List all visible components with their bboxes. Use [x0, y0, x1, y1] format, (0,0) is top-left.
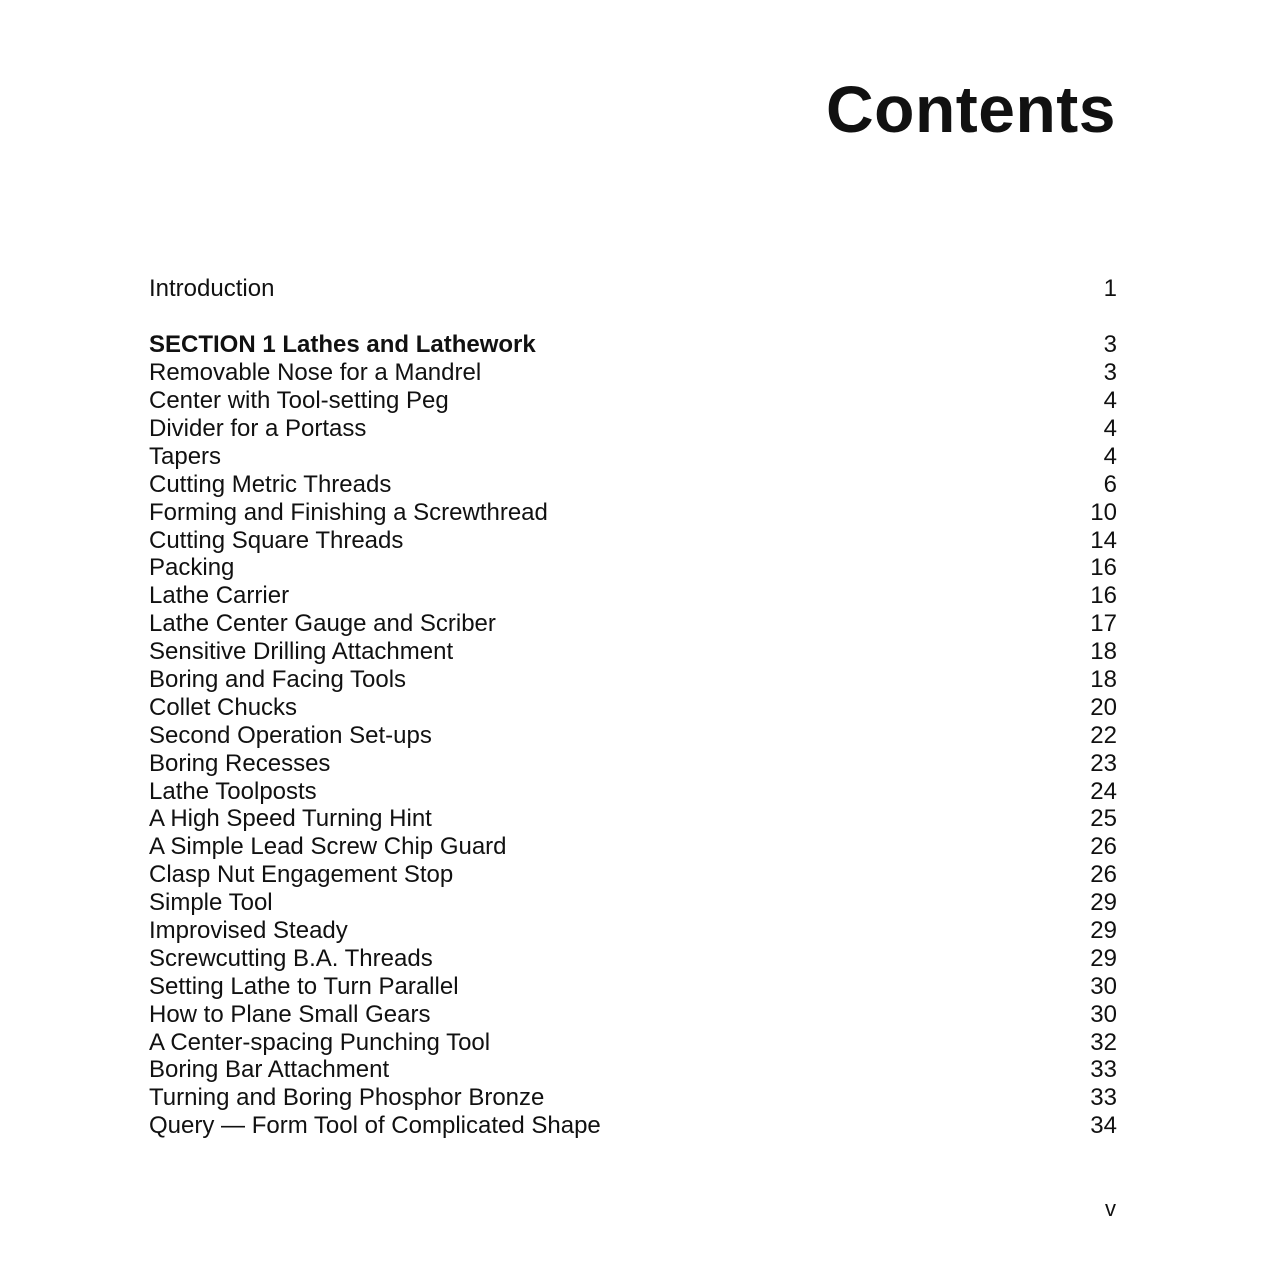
page-title: Contents — [826, 72, 1116, 146]
toc-entry-list — [149, 359, 1117, 1140]
toc-entry-title: Boring Recesses — [149, 749, 331, 777]
toc-entry — [149, 527, 1117, 555]
toc-entry-title: How to Plane Small Gears — [149, 1000, 431, 1028]
toc-entry-page: 29 — [1090, 944, 1117, 972]
toc-entry — [149, 499, 1117, 527]
toc-entry-title: Lathe Toolposts — [149, 777, 317, 805]
toc-entry-title: Cutting Square Threads — [149, 526, 404, 554]
table-of-contents — [149, 275, 1117, 1140]
toc-entry — [149, 722, 1117, 750]
toc-entry-page: 18 — [1090, 638, 1117, 666]
toc-entry — [149, 694, 1117, 722]
toc-entry — [149, 582, 1117, 610]
toc-entry-page: 33 — [1090, 1084, 1117, 1112]
toc-entry-title: Collet Chucks — [149, 693, 298, 721]
toc-entry — [149, 666, 1117, 694]
toc-entry-title: Boring Bar Attachment — [149, 1056, 390, 1084]
toc-entry-page: 4 — [1103, 442, 1117, 470]
toc-entry — [149, 359, 1117, 387]
toc-entry-title: Simple Tool — [149, 889, 273, 917]
page-number: v — [1105, 1196, 1116, 1221]
toc-entry — [149, 1001, 1117, 1029]
toc-entry-title: Introduction — [149, 275, 275, 302]
toc-entry — [149, 1084, 1117, 1112]
toc-entry — [149, 1029, 1117, 1057]
toc-entry — [149, 833, 1117, 861]
toc-entry — [149, 1056, 1117, 1084]
toc-entry-title: Tapers — [149, 442, 222, 470]
toc-section-page: 3 — [1103, 331, 1117, 359]
toc-entry-page: 14 — [1090, 526, 1117, 554]
toc-entry-page: 33 — [1090, 1056, 1117, 1084]
toc-entry-page: 26 — [1090, 833, 1117, 861]
toc-entry — [149, 945, 1117, 973]
toc-entry-page: 3 — [1103, 359, 1117, 387]
toc-entry-title: Forming and Finishing a Screwthread — [149, 498, 548, 526]
toc-entry-page: 4 — [1103, 387, 1117, 415]
toc-entry-title: Lathe Center Gauge and Scriber — [149, 610, 496, 638]
toc-entry-page: 10 — [1090, 498, 1117, 526]
toc-entry — [149, 443, 1117, 471]
toc-entry-title: Cutting Metric Threads — [149, 470, 392, 498]
toc-entry-page: 30 — [1090, 972, 1117, 1000]
toc-entry — [149, 415, 1117, 443]
toc-entry-title: A Simple Lead Screw Chip Guard — [149, 833, 507, 861]
toc-entry-title: Center with Tool-setting Peg — [149, 387, 449, 415]
toc-entry-page: 1 — [1103, 275, 1117, 302]
toc-section-heading — [149, 331, 1117, 359]
toc-entry — [149, 889, 1117, 917]
toc-entry-page: 26 — [1090, 861, 1117, 889]
toc-entry — [149, 750, 1117, 778]
toc-entry-page: 18 — [1090, 665, 1117, 693]
toc-section-title: SECTION 1 Lathes and Lathework — [149, 331, 536, 359]
toc-entry — [149, 917, 1117, 945]
toc-entry-title: Clasp Nut Engagement Stop — [149, 861, 454, 889]
toc-entry — [149, 861, 1117, 889]
toc-entry-page: 6 — [1103, 470, 1117, 498]
toc-entry-page: 29 — [1090, 889, 1117, 917]
toc-entry-title: A High Speed Turning Hint — [149, 805, 432, 833]
toc-entry-page: 32 — [1090, 1028, 1117, 1056]
toc-entry — [149, 805, 1117, 833]
toc-entry — [149, 778, 1117, 806]
toc-entry-title: Sensitive Drilling Attachment — [149, 638, 454, 666]
toc-entry-page: 30 — [1090, 1000, 1117, 1028]
toc-entry-page: 16 — [1090, 554, 1117, 582]
toc-entry — [149, 1112, 1117, 1140]
toc-entry-title: Setting Lathe to Turn Parallel — [149, 972, 459, 1000]
toc-entry-page: 17 — [1090, 610, 1117, 638]
toc-entry-title: Boring and Facing Tools — [149, 665, 407, 693]
toc-entry-page: 23 — [1090, 749, 1117, 777]
toc-entry-title: Improvised Steady — [149, 916, 348, 944]
toc-entry — [149, 610, 1117, 638]
toc-entry-page: 34 — [1090, 1112, 1117, 1140]
toc-entry-title: Screwcutting B.A. Threads — [149, 944, 433, 972]
toc-entry-page: 22 — [1090, 721, 1117, 749]
toc-entry — [149, 387, 1117, 415]
toc-entry-title: Query — Form Tool of Complicated Shape — [149, 1112, 601, 1140]
toc-entry-page: 24 — [1090, 777, 1117, 805]
toc-entry-page: 4 — [1103, 414, 1117, 442]
toc-entry-title: Packing — [149, 554, 235, 582]
toc-entry — [149, 638, 1117, 666]
toc-entry-title: A Center-spacing Punching Tool — [149, 1028, 491, 1056]
toc-entry — [149, 554, 1117, 582]
toc-entry-title: Divider for a Portass — [149, 414, 367, 442]
toc-entry — [149, 471, 1117, 499]
toc-entry — [149, 973, 1117, 1001]
toc-entry-page: 16 — [1090, 582, 1117, 610]
toc-entry-page: 20 — [1090, 693, 1117, 721]
toc-entry-title: Lathe Carrier — [149, 582, 290, 610]
toc-introduction — [149, 275, 1117, 303]
toc-entry-title: Turning and Boring Phosphor Bronze — [149, 1084, 545, 1112]
toc-entry-title: Removable Nose for a Mandrel — [149, 359, 482, 387]
toc-entry-title: Second Operation Set-ups — [149, 721, 432, 749]
toc-entry-page: 29 — [1090, 916, 1117, 944]
toc-entry-page: 25 — [1090, 805, 1117, 833]
